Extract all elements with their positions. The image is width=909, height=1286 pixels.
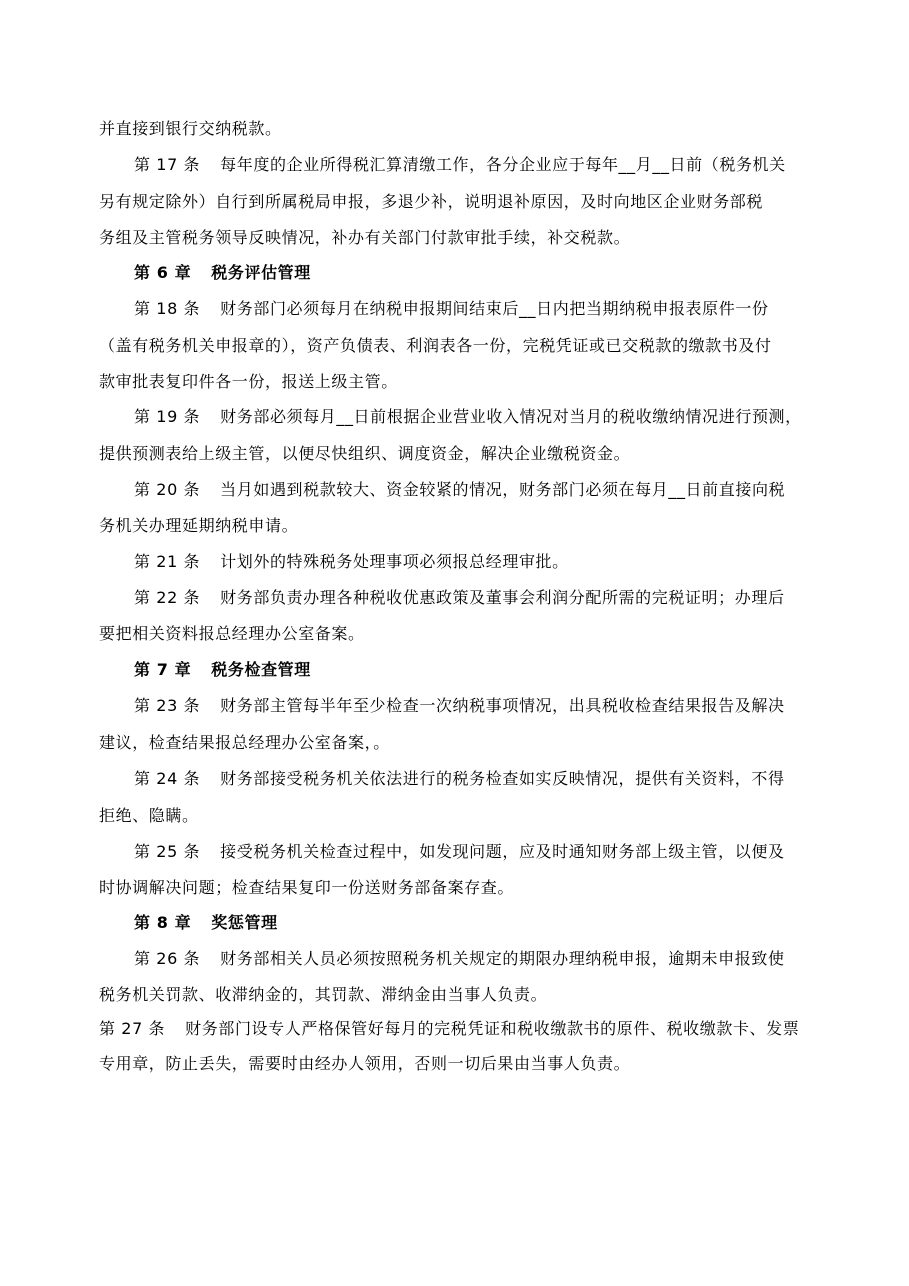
article-first-line [134, 842, 785, 862]
article-text: 财务部门设专人严格保管好每月的完税凭证和税收缴款书的原件、税收缴款卡、发票 [185, 1019, 800, 1038]
article-first-line [99, 1019, 799, 1039]
article-number: 第 24 条 [134, 769, 201, 788]
paragraph-line: 提供预测表给上级主管，以便尽快组织、调度资金，解决企业缴税资金。 [99, 444, 631, 463]
article-text: 接受税务机关检查过程中，如发现问题，应及时通知财务部上级主管，以便及 [220, 842, 785, 861]
article-text: 财务部必须每月__日前根据企业营业收入情况对当月的税收缴纳情况进行预测， [220, 407, 802, 426]
chapter-number: 第 6 章 [134, 263, 192, 282]
paragraph-line: （盖有税务机关申报章的），资产负债表、利润表各一份，完税凭证或已交税款的缴款书及付 [99, 336, 772, 355]
chapter-heading [134, 913, 278, 933]
article-number: 第 23 条 [134, 696, 201, 715]
article-text: 财务部主管每半年至少检查一次纳税事项情况，出具税收检查结果报告及解决 [220, 696, 785, 715]
paragraph-line: 并直接到银行交纳税款。 [99, 119, 282, 138]
article-first-line [134, 552, 569, 572]
article-text: 当月如遇到税款较大、资金较紧的情况，财务部门必须在每月__日前直接向税 [220, 480, 786, 499]
article-number: 第 18 条 [134, 299, 201, 318]
chapter-number: 第 8 章 [134, 913, 192, 932]
article-text: 财务部门必须每月在纳税申报期间结束后__日内把当期纳税申报表原件一份 [220, 299, 769, 318]
paragraph-line: 专用章，防止丢失，需要时由经办人领用，否则一切后果由当事人负责。 [99, 1054, 631, 1073]
article-first-line [134, 588, 785, 608]
paragraph-line: 税务机关罚款、收滞纳金的，其罚款、滞纳金由当事人负责。 [99, 985, 548, 1004]
chapter-title: 税务评估管理 [211, 263, 311, 282]
article-first-line [134, 299, 769, 319]
article-text: 计划外的特殊税务处理事项必须报总经理审批。 [220, 552, 569, 571]
article-first-line [134, 480, 785, 500]
article-first-line [134, 407, 802, 427]
article-number: 第 25 条 [134, 842, 201, 861]
chapter-title: 奖惩管理 [211, 913, 278, 932]
article-number: 第 20 条 [134, 480, 201, 499]
article-first-line [134, 155, 786, 175]
paragraph-line: 要把相关资料报总经理办公室备案。 [99, 624, 365, 643]
paragraph-line: 务机关办理延期纳税申请。 [99, 516, 299, 535]
article-number: 第 26 条 [134, 949, 201, 968]
paragraph-line: 时协调解决问题；检查结果复印一份送财务部备案存查。 [99, 878, 515, 897]
article-text: 财务部负责办理各种税收优惠政策及董事会利润分配所需的完税证明；办理后 [220, 588, 785, 607]
paragraph-line: 拒绝、隐瞒。 [99, 806, 199, 825]
chapter-heading [134, 263, 311, 283]
article-text: 每年度的企业所得税汇算清缴工作，各分企业应于每年__月__日前（税务机关 [220, 155, 786, 174]
paragraph-line: 款审批表复印件各一份，报送上级主管。 [99, 372, 398, 391]
article-first-line [134, 949, 785, 969]
article-first-line [134, 769, 785, 789]
article-number: 第 19 条 [134, 407, 201, 426]
article-text: 财务部相关人员必须按照税务机关规定的期限办理纳税申报，逾期未申报致使 [220, 949, 785, 968]
chapter-title: 税务检查管理 [211, 660, 311, 679]
article-number: 第 27 条 [99, 1019, 166, 1038]
chapter-heading [134, 660, 311, 680]
article-text: 财务部接受税务机关依法进行的税务检查如实反映情况，提供有关资料，不得 [220, 769, 785, 788]
article-number: 第 21 条 [134, 552, 201, 571]
article-number: 第 22 条 [134, 588, 201, 607]
paragraph-line: 另有规定除外）自行到所属税局申报，多退少补，说明退补原因，及时向地区企业财务部税 [99, 192, 764, 211]
chapter-number: 第 7 章 [134, 660, 192, 679]
article-first-line [134, 696, 785, 716]
paragraph-line: 务组及主管税务领导反映情况，补办有关部门付款审批手续，补交税款。 [99, 228, 631, 247]
paragraph-line: 建议，检查结果报总经理办公室备案，。 [99, 733, 390, 752]
article-number: 第 17 条 [134, 155, 201, 174]
